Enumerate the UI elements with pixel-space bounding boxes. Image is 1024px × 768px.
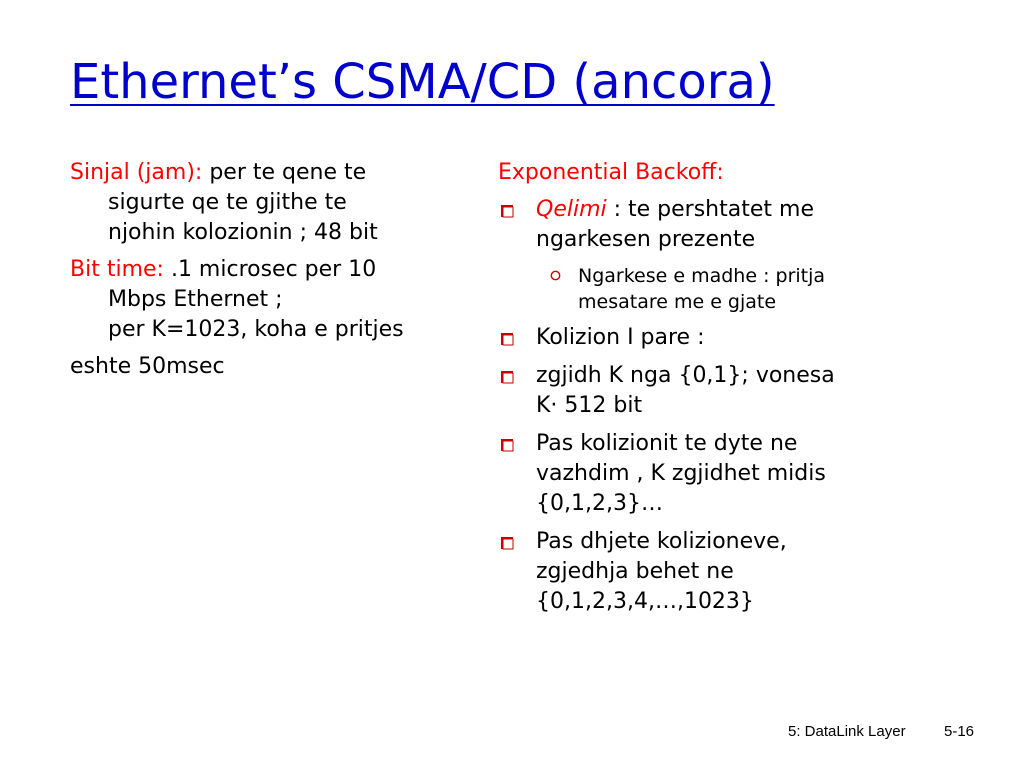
jam-line-3: njohin kolozionin ; 48 bit — [108, 220, 378, 245]
footer-chapter-label: 5: DataLink Layer — [788, 723, 906, 740]
left-column — [70, 158, 480, 389]
bittime-paragraph — [70, 255, 480, 345]
jam-line-2: sigurte qe te gjithe te — [108, 190, 347, 215]
footer-page-number: 5-16 — [944, 723, 975, 740]
second-collision-line-1: Pas kolizionit te dyte ne — [536, 431, 798, 456]
ten-collisions-line-2: zgjedhja behet ne — [536, 559, 734, 584]
bittime-line-3: per K=1023, koha e pritjes — [108, 317, 404, 342]
extra-paragraph — [70, 352, 480, 382]
bittime-label: Bit time: — [70, 257, 164, 282]
sub-bullet-heavy-load — [498, 263, 968, 315]
right-column — [498, 158, 968, 625]
bullet-item-second-collision — [498, 429, 968, 519]
choose-k-line-2: K· 512 bit — [536, 393, 643, 418]
jam-label: Sinjal (jam): — [70, 160, 203, 185]
square-bullet-icon — [500, 332, 514, 346]
choose-k-line-1: zgjidh K nga {0,1}; vonesa — [536, 363, 835, 388]
bittime-line-2: Mbps Ethernet ; — [108, 287, 283, 312]
heavy-load-line-2: mesatare me e gjate — [578, 291, 777, 313]
square-bullet-icon — [500, 204, 514, 218]
square-bullet-icon — [500, 536, 514, 550]
goal-label: Qelimi — [536, 197, 607, 222]
slide-title: Ethernet’s CSMA/CD (ancora) — [70, 54, 775, 110]
second-collision-line-3: {0,1,2,3}… — [536, 491, 663, 516]
bullet-item-ten-collisions — [498, 527, 968, 617]
goal-line-2: ngarkesen prezente — [536, 227, 756, 252]
jam-line-1: per te qene te — [202, 160, 367, 185]
heavy-load-line-1: Ngarkese e madhe : pritja — [578, 265, 826, 287]
circle-bullet-icon — [550, 270, 561, 281]
bittime-line-1: .1 microsec per 10 — [163, 257, 377, 282]
first-collision-text: Kolizion I pare : — [536, 325, 705, 350]
ten-collisions-line-1: Pas dhjete kolizioneve, — [536, 529, 787, 554]
extra-line: eshte 50msec — [70, 354, 225, 379]
goal-line-1: : te pershtatet me — [606, 197, 814, 222]
second-collision-line-2: vazhdim , K zgjidhet midis — [536, 461, 826, 486]
square-bullet-icon — [500, 438, 514, 452]
ten-collisions-line-3: {0,1,2,3,4,…,1023} — [536, 589, 754, 614]
bullet-item-first-collision — [498, 323, 968, 353]
backoff-heading: Exponential Backoff: — [498, 160, 724, 185]
square-bullet-icon — [500, 370, 514, 384]
bullet-item-choose-k — [498, 361, 968, 421]
bullet-item-goal — [498, 195, 968, 255]
jam-paragraph — [70, 158, 480, 248]
